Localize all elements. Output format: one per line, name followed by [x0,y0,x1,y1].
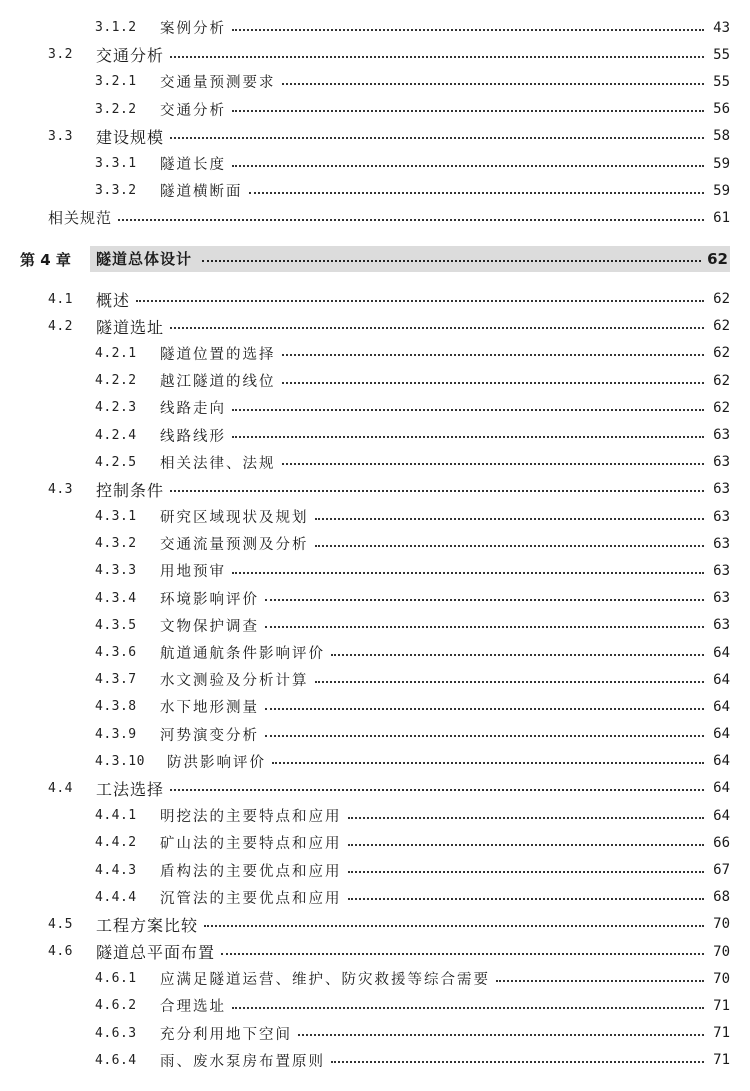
toc-entry-number: 4.3.3 [95,563,137,579]
toc-entry-number: 4.3.2 [95,536,137,552]
toc-entry-page-number: 63 [713,481,730,498]
dot-leader [170,137,704,139]
toc-entry-line [160,99,730,120]
dot-leader [265,708,704,710]
toc-entry-page-number: 62 [713,291,730,308]
toc-entry[interactable] [0,41,750,68]
toc-entry-number: 4.2 [48,318,73,334]
toc-entry-line [96,125,730,148]
toc-entry-page-number: 63 [713,617,730,634]
toc-entry-number: 3.1.2 [95,20,137,36]
toc-entry-page-number: 56 [713,101,730,118]
toc-entry[interactable] [0,639,750,666]
toc-entry-title: 合理选址 [160,999,226,1016]
chapter-title-band [90,246,730,272]
toc-entry-page-number: 63 [713,427,730,444]
toc-entry-number: 4.6.4 [95,1052,137,1068]
toc-entry-line [96,43,730,66]
toc-entry-page-number: 62 [713,318,730,335]
dot-leader [232,436,704,438]
toc-entry[interactable] [0,421,750,448]
dot-leader [282,83,705,85]
toc-entry[interactable] [0,775,750,802]
dot-leader [282,382,705,384]
dot-leader [331,654,704,656]
toc-entry[interactable] [0,693,750,720]
toc-entry-title: 交通分析 [160,102,226,119]
toc-entry-page-number: 70 [713,970,730,987]
toc-entry[interactable] [0,394,750,421]
toc-entry-line [96,913,730,936]
toc-entry-title: 案例分析 [160,21,226,38]
toc-entry-line [160,180,730,201]
dot-leader [118,219,704,221]
toc-entry-line [160,1050,730,1071]
toc-section-chapter-3-tail [0,14,750,232]
dot-leader [232,409,704,411]
dot-leader [136,300,704,302]
dot-leader [315,545,705,547]
dot-leader [265,599,704,601]
toc-entry-page-number: 58 [713,128,730,145]
toc-entry-number: 4.4.4 [95,889,137,905]
dot-leader [265,626,704,628]
toc-entry-line [160,533,730,554]
toc-entry-line [160,343,730,364]
toc-entry-number: 4.3.1 [95,509,137,525]
dot-leader [265,735,704,737]
toc-entry-page-number: 64 [713,726,730,743]
toc-entry-title: 交通流量预测及分析 [160,537,309,554]
toc-entry-line [48,207,730,228]
toc-entry[interactable] [0,748,750,775]
dot-leader [348,844,705,846]
toc-entry-page-number: 64 [713,780,730,797]
toc-entry-page-number: 59 [713,182,730,199]
toc-entry-line [160,1023,730,1044]
dot-leader [282,354,705,356]
toc-entry-line [96,315,730,338]
toc-entry-number: 4.2.4 [95,427,137,443]
toc-entry-title: 建设规模 [96,127,165,147]
toc-entry-number: 3.3.1 [95,156,137,172]
toc-entry-title: 工程方案比较 [96,915,199,935]
toc-entry[interactable] [0,286,750,313]
toc-entry-page-number: 70 [713,916,730,933]
toc-entry-number: 3.2.2 [95,101,137,117]
toc-entry-line [160,696,730,717]
toc-entry-number: 4.3.5 [95,617,137,633]
toc-entry[interactable] [0,557,750,584]
toc-section-chapter-4 [0,286,750,1074]
toc-entry-page-number: 64 [713,807,730,824]
toc-entry[interactable] [0,503,750,530]
toc-entry-line [160,642,730,663]
toc-entry-page-number: 63 [713,562,730,579]
toc-entry-line [96,940,730,963]
dot-leader [170,56,704,58]
dot-leader [170,490,704,492]
toc-entry[interactable] [0,530,750,557]
toc-entry-page-number: 70 [713,943,730,960]
toc-entry-line [160,832,730,853]
toc-entry[interactable] [0,14,750,41]
toc-entry-page-number: 67 [713,862,730,879]
toc-entry-title: 控制条件 [96,480,165,500]
toc-entry-number: 4.3.7 [95,672,137,688]
toc-entry-title: 越江隧道的线位 [160,374,276,391]
chapter-title: 隧道总体设计 [96,250,193,268]
dot-leader [315,681,705,683]
table-of-contents [0,14,750,1074]
toc-entry[interactable] [0,938,750,965]
toc-entry-page-number: 59 [713,155,730,172]
toc-entry-title: 水下地形测量 [160,700,259,717]
toc-entry-number: 3.3 [48,128,73,144]
toc-entry[interactable] [0,313,750,340]
toc-entry-number: 4.3.9 [95,726,137,742]
toc-entry-title: 明挖法的主要特点和应用 [160,809,342,826]
toc-entry[interactable] [0,96,750,123]
toc-entry[interactable] [0,123,750,150]
dot-leader [348,817,705,819]
toc-entry-number: 4.3.6 [95,645,137,661]
toc-entry[interactable] [0,449,750,476]
toc-entry-number: 4.3.8 [95,699,137,715]
toc-entry-page-number: 61 [713,209,730,226]
toc-entry-number: 4.6.1 [95,971,137,987]
toc-entry[interactable] [0,965,750,992]
toc-entry-line [96,777,730,800]
toc-entry-line [167,751,730,772]
toc-entry-title: 环境影响评价 [160,591,259,608]
dot-leader [232,29,704,31]
toc-entry-title: 矿山法的主要特点和应用 [160,836,342,853]
dot-leader [202,260,701,262]
toc-entry-page-number: 63 [713,535,730,552]
toc-entry[interactable] [0,204,750,231]
toc-entry[interactable] [0,367,750,394]
toc-entry-number: 4.6.2 [95,998,137,1014]
dot-leader [170,327,704,329]
toc-entry-page-number: 63 [713,590,730,607]
toc-entry-line [160,805,730,826]
toc-entry-line [160,153,730,174]
toc-entry-title: 盾构法的主要优点和应用 [160,863,342,880]
dot-leader [496,980,704,982]
toc-entry[interactable] [0,177,750,204]
chapter-page-number: 62 [707,249,728,268]
dot-leader [249,192,705,194]
toc-entry-number: 3.2 [48,47,73,63]
toc-entry-number: 4.3 [48,481,73,497]
toc-entry-title: 河势演变分析 [160,727,259,744]
toc-entry[interactable] [0,802,750,829]
toc-entry-line [160,425,730,446]
toc-entry-title: 相关规范 [48,209,113,228]
toc-entry-page-number: 68 [713,889,730,906]
toc-entry[interactable] [0,856,750,883]
toc-entry-title: 文物保护调查 [160,618,259,635]
toc-entry-page-number: 64 [713,753,730,770]
toc-entry-number: 3.2.1 [95,74,137,90]
toc-entry-page-number: 62 [713,372,730,389]
toc-entry-page-number: 64 [713,671,730,688]
toc-entry-line [160,17,730,38]
toc-entry-line [160,506,730,527]
toc-entry-line [160,560,730,581]
toc-entry[interactable] [0,666,750,693]
toc-entry-page-number: 43 [713,19,730,36]
toc-entry-page-number: 71 [713,997,730,1014]
dot-leader [315,518,705,520]
dot-leader [232,110,704,112]
dot-leader [221,953,704,955]
toc-entry-number: 4.6.3 [95,1025,137,1041]
toc-entry-title: 概述 [96,290,131,310]
toc-entry-line [160,995,730,1016]
toc-entry-title: 隧道选址 [96,317,165,337]
toc-entry-number: 4.2.1 [95,345,137,361]
toc-entry-title: 交通量预测要求 [160,75,276,92]
toc-entry-page-number: 71 [713,1052,730,1069]
toc-entry-number: 4.4 [48,780,73,796]
toc-entry[interactable] [0,911,750,938]
toc-entry-title: 水文测验及分析计算 [160,673,309,690]
toc-entry-line [160,669,730,690]
toc-entry-title: 雨、废水泵房布置原则 [160,1053,325,1070]
toc-entry-number: 4.6 [48,944,73,960]
toc-entry-number: 4.2.5 [95,454,137,470]
toc-entry-title: 线路线形 [160,428,226,445]
toc-entry[interactable] [0,992,750,1019]
toc-entry-line [160,71,730,92]
toc-entry-line [160,397,730,418]
dot-leader [204,925,704,927]
toc-entry-title: 相关法律、法规 [160,455,276,472]
dot-leader [331,1061,704,1063]
chapter-label: 第 4 章 [20,251,71,269]
toc-entry-page-number: 71 [713,1025,730,1042]
toc-entry-number: 4.4.2 [95,835,137,851]
toc-entry-line [160,615,730,636]
toc-entry-line [96,288,730,311]
toc-entry-line [160,968,730,989]
toc-entry-page-number: 64 [713,698,730,715]
toc-entry-page-number: 55 [713,46,730,63]
toc-entry-number: 4.4.3 [95,862,137,878]
toc-entry[interactable] [0,612,750,639]
toc-entry[interactable] [0,884,750,911]
toc-entry-title: 隧道横断面 [160,184,243,201]
toc-entry-number: 4.1 [48,291,73,307]
toc-entry-line [160,588,730,609]
dot-leader [282,463,705,465]
toc-entry-title: 沉管法的主要优点和应用 [160,890,342,907]
toc-entry[interactable] [0,1020,750,1047]
toc-entry-number: 4.3.10 [95,753,145,769]
chapter-heading-row[interactable] [0,242,750,278]
toc-entry-page-number: 64 [713,644,730,661]
toc-entry-title: 工法选择 [96,779,165,799]
toc-entry-line [160,370,730,391]
toc-entry-title: 交通分析 [96,46,165,66]
toc-entry[interactable] [0,68,750,95]
toc-entry[interactable] [0,829,750,856]
toc-entry-title: 研究区域现状及规划 [160,510,309,527]
toc-entry[interactable] [0,1047,750,1074]
toc-entry-line [160,452,730,473]
toc-entry-number: 3.3.2 [95,183,137,199]
toc-entry[interactable] [0,585,750,612]
toc-entry-line [96,478,730,501]
toc-entry-title: 充分利用地下空间 [160,1026,292,1043]
toc-entry[interactable] [0,721,750,748]
toc-entry-line [160,887,730,908]
dot-leader [232,572,704,574]
toc-entry[interactable] [0,476,750,503]
toc-entry[interactable] [0,150,750,177]
toc-entry-line [160,860,730,881]
toc-entry[interactable] [0,340,750,367]
dot-leader [348,898,705,900]
dot-leader [348,871,705,873]
toc-entry-line [160,724,730,745]
toc-entry-title: 防洪影响评价 [167,754,266,771]
toc-entry-title: 隧道总平面布置 [96,943,216,963]
toc-entry-page-number: 66 [713,834,730,851]
toc-entry-title: 应满足隧道运营、维护、防灾救援等综合需要 [160,972,490,989]
toc-entry-number: 4.4.1 [95,808,137,824]
toc-entry-title: 线路走向 [160,401,226,418]
toc-entry-page-number: 62 [713,399,730,416]
dot-leader [232,1007,704,1009]
toc-entry-number: 4.3.4 [95,590,137,606]
toc-entry-title: 隧道位置的选择 [160,346,276,363]
toc-entry-number: 4.2.3 [95,400,137,416]
toc-entry-page-number: 55 [713,73,730,90]
toc-entry-title: 用地预审 [160,564,226,581]
dot-leader [170,789,704,791]
toc-entry-title: 隧道长度 [160,157,226,174]
toc-entry-page-number: 62 [713,345,730,362]
dot-leader [232,165,704,167]
toc-entry-page-number: 63 [713,508,730,525]
toc-entry-title: 航道通航条件影响评价 [160,646,325,663]
dot-leader [298,1034,704,1036]
toc-entry-number: 4.2.2 [95,373,137,389]
toc-entry-number: 4.5 [48,916,73,932]
toc-entry-page-number: 63 [713,454,730,471]
dot-leader [272,762,704,764]
